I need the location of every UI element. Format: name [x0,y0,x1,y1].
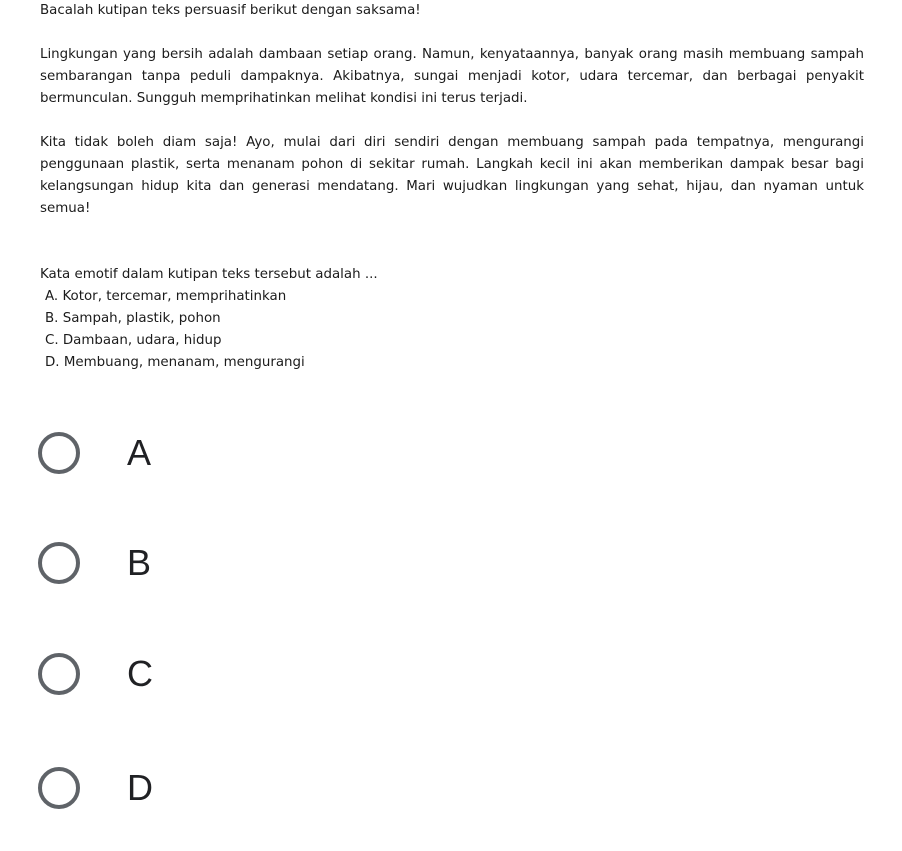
question-passage [40,0,864,374]
answer-choice-c[interactable] [38,644,318,704]
radio-button-c[interactable] [38,653,80,695]
answer-choice-b[interactable] [38,533,318,593]
instruction-text: Bacalah kutipan teks persuasif berikut dengan saksama! [40,3,421,18]
radio-button-b[interactable] [38,542,80,584]
question-text: Kata emotif dalam kutipan teks tersebut adalah ... [40,267,378,282]
answer-label-a: A [127,432,152,473]
answer-label-b: B [127,542,152,583]
question-option-c: C. Dambaan, udara, hidup [45,333,222,348]
paragraph-1: Lingkungan yang bersih adalah dambaan setiap orang. Namun, kenyataannya, banyak orang masih membuang sampah sembarangan tanpa peduli dampaknya. Akibatnya, sungai menjadi kotor, udara tercemar, dan berbagai penyakit bermunculan. Sungguh memprihatinkan melihat kondisi ini terus terjadi. [40,47,864,106]
answer-label-d: D [127,767,153,808]
question-options-list [40,286,864,374]
radio-button-a[interactable] [38,432,80,474]
answer-choice-d[interactable] [38,758,318,818]
question-option-d: D. Membuang, menanam, mengurangi [45,355,305,370]
question-option-b: B. Sampah, plastik, pohon [45,311,221,326]
answer-choice-a[interactable] [38,423,318,483]
paragraph-2: Kita tidak boleh diam saja! Ayo, mulai dari diri sendiri dengan membuang sampah pada tempatnya, mengurangi penggunaan plastik, serta menanam pohon di sekitar rumah. Langkah kecil ini akan memberikan dampak besar bagi kelangsungan hidup kita dan generasi mendatang. Mari wujudkan lingkungan yang sehat, hijau, dan nyaman untuk semua! [40,135,864,216]
radio-button-d[interactable] [38,767,80,809]
answer-label-c: C [127,653,153,694]
question-option-a: A. Kotor, tercemar, memprihatinkan [45,289,287,304]
